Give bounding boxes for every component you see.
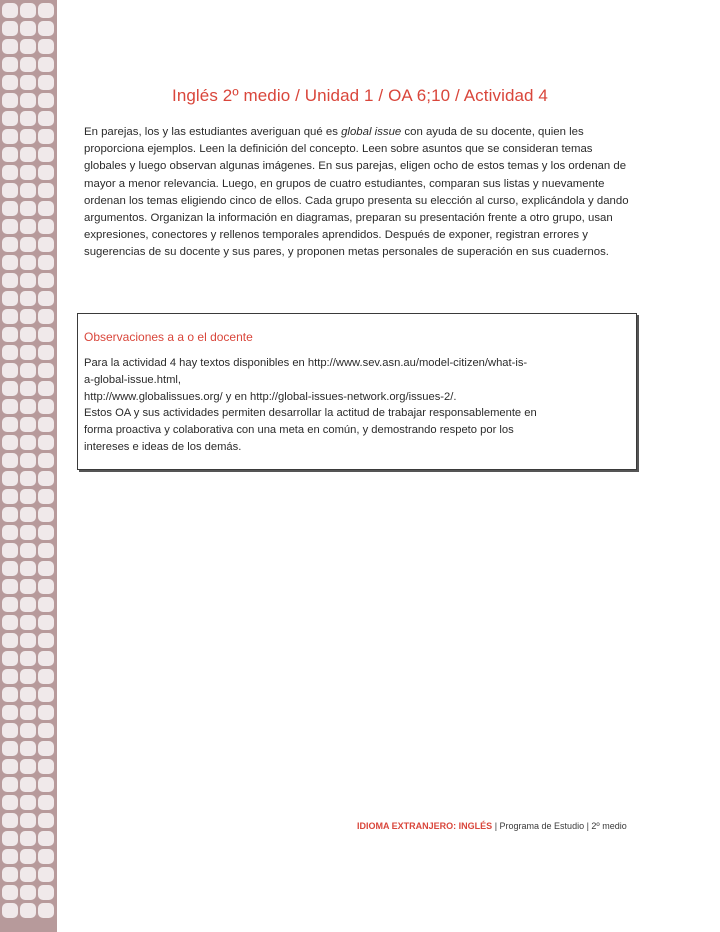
activity-text-part2: con ayuda de su docente, quien les proporciona ejemplos. Leen la definición del concepto. Leen sobre asuntos que se consideran temas globales y luego observan algunas imágenes. En sus parejas, eligen ocho de estos temas y los ordenan de mayor a menor relevancia. Luego, en grupos de cuatro estudiantes, comparan sus listas y nuevamente ordenan los temas eligiendo cinco de ellos. Cada grupo presenta su elección al curso, explicándola y dando argumentos. Organizan la información en diagramas, preparan su presentación frente a otro grupo, usan expresiones, conectores y rellenos temporales aprendidos. Después de exponer, registran errores y sugerencias de su docente y sus pares, y proponen metas personales de superación en sus cuadernos. (84, 126, 629, 259)
strip-cell (38, 219, 54, 234)
strip-cell (2, 669, 18, 684)
strip-cell (20, 183, 36, 198)
strip-cell (2, 3, 18, 18)
strip-cell (20, 579, 36, 594)
strip-cell (38, 147, 54, 162)
strip-cell (2, 201, 18, 216)
strip-cell (20, 3, 36, 18)
strip-cell (20, 327, 36, 342)
strip-cell (2, 453, 18, 468)
strip-cell (2, 831, 18, 846)
strip-cell (2, 561, 18, 576)
strip-cell (2, 255, 18, 270)
strip-cell (38, 507, 54, 522)
page-footer (357, 821, 627, 831)
page-title: Inglés 2º medio / Unidad 1 / OA 6;10 / Actividad 4 (172, 86, 548, 105)
strip-cell (20, 759, 36, 774)
strip-cell (20, 39, 36, 54)
strip-cell (2, 867, 18, 882)
strip-cell (20, 93, 36, 108)
strip-cell (38, 165, 54, 180)
activity-text-part1: En parejas, los y las estudiantes averiguan qué es (84, 126, 342, 138)
strip-cell (2, 723, 18, 738)
strip-cell (38, 615, 54, 630)
strip-cell (20, 489, 36, 504)
strip-cell (20, 345, 36, 360)
strip-cell (20, 615, 36, 630)
strip-cell (20, 831, 36, 846)
activity-emphasis: global issue (341, 126, 402, 138)
strip-cell (38, 129, 54, 144)
strip-cell (20, 849, 36, 864)
strip-cell (20, 687, 36, 702)
strip-cell (38, 417, 54, 432)
strip-cell (38, 651, 54, 666)
strip-cell (2, 579, 18, 594)
footer-program: Programa de Estudio (499, 821, 585, 831)
strip-cell (38, 3, 54, 18)
strip-cell (2, 57, 18, 72)
strip-cell (38, 831, 54, 846)
strip-cell (20, 417, 36, 432)
strip-cell (38, 543, 54, 558)
strip-cell (2, 705, 18, 720)
footer-subject: IDIOMA EXTRANJERO: INGLÉS (357, 821, 493, 831)
strip-cell (2, 471, 18, 486)
strip-cell (2, 363, 18, 378)
strip-cell (20, 543, 36, 558)
strip-cell (38, 291, 54, 306)
strip-cell (2, 147, 18, 162)
strip-cell (20, 669, 36, 684)
strip-cell (38, 327, 54, 342)
strip-cell (38, 759, 54, 774)
strip-cell (20, 309, 36, 324)
observations-body (84, 355, 624, 456)
footer-separator: | (492, 821, 500, 831)
strip-cell (38, 453, 54, 468)
strip-cell (38, 777, 54, 792)
strip-cell (2, 309, 18, 324)
decorative-side-strip (0, 0, 57, 932)
strip-cell (20, 273, 36, 288)
strip-cell (2, 291, 18, 306)
strip-cell (38, 597, 54, 612)
strip-cell (2, 633, 18, 648)
strip-cell (2, 597, 18, 612)
footer-grade: 2º medio (591, 821, 627, 831)
strip-cell (20, 435, 36, 450)
strip-cell (2, 507, 18, 522)
strip-cell (20, 399, 36, 414)
strip-cell (2, 777, 18, 792)
strip-cell (38, 273, 54, 288)
footer-separator: | (584, 821, 592, 831)
strip-cell (20, 597, 36, 612)
strip-cell (20, 453, 36, 468)
strip-cell (20, 633, 36, 648)
strip-cell (2, 327, 18, 342)
strip-cell (38, 849, 54, 864)
strip-cell (2, 525, 18, 540)
strip-cell (2, 885, 18, 900)
strip-cell (38, 93, 54, 108)
observations-line: Para la actividad 4 hay textos disponibles en http://www.sev.asn.au/model-citizen/what-is- (84, 357, 528, 369)
strip-cell (20, 219, 36, 234)
strip-cell (2, 165, 18, 180)
strip-cell (20, 885, 36, 900)
observations-title: Observaciones a a o el docente (84, 330, 253, 344)
strip-cell (38, 885, 54, 900)
strip-cell (38, 867, 54, 882)
observations-line: a-global-issue.html, (84, 373, 182, 386)
strip-cell (2, 75, 18, 90)
observations-line: Estos OA y sus actividades permiten desarrollar la actitud de trabajar responsablemente en (84, 407, 537, 420)
strip-cell (38, 813, 54, 828)
strip-cell (2, 543, 18, 558)
strip-cell (20, 291, 36, 306)
strip-cell (20, 363, 36, 378)
strip-cell (38, 435, 54, 450)
strip-cell (2, 813, 18, 828)
strip-cell (2, 111, 18, 126)
strip-cell (38, 525, 54, 540)
strip-cell (38, 723, 54, 738)
strip-cell (2, 39, 18, 54)
strip-cell (38, 381, 54, 396)
strip-cell (20, 723, 36, 738)
strip-cell (20, 165, 36, 180)
strip-cell (2, 651, 18, 666)
observations-line: forma proactiva y colaborativa con una meta en común, y demostrando respeto por los (84, 424, 514, 437)
strip-cell (2, 489, 18, 504)
strip-cell (38, 255, 54, 270)
strip-cell (38, 669, 54, 684)
strip-cell (2, 129, 18, 144)
strip-cell (20, 111, 36, 126)
strip-cell (20, 903, 36, 918)
strip-cell (38, 111, 54, 126)
strip-cell (20, 741, 36, 756)
strip-cell (2, 381, 18, 396)
strip-cell (20, 381, 36, 396)
strip-cell (38, 633, 54, 648)
strip-cell (38, 705, 54, 720)
observations-box (77, 313, 637, 470)
strip-cell (2, 795, 18, 810)
strip-cell (20, 75, 36, 90)
strip-cell (38, 201, 54, 216)
strip-cell (38, 579, 54, 594)
strip-pattern (2, 3, 54, 918)
strip-cell (20, 129, 36, 144)
strip-cell (20, 795, 36, 810)
strip-cell (20, 507, 36, 522)
strip-cell (20, 705, 36, 720)
strip-cell (20, 237, 36, 252)
strip-cell (20, 147, 36, 162)
strip-cell (20, 57, 36, 72)
observations-line: http://www.globalissues.org/ y en http://global-issues-network.org/issues-2/. (84, 390, 457, 403)
strip-cell (38, 345, 54, 360)
strip-cell (2, 849, 18, 864)
strip-cell (38, 57, 54, 72)
strip-cell (2, 615, 18, 630)
strip-cell (20, 21, 36, 36)
strip-cell (38, 489, 54, 504)
strip-cell (38, 75, 54, 90)
strip-cell (38, 363, 54, 378)
strip-cell (2, 219, 18, 234)
strip-cell (38, 39, 54, 54)
strip-cell (2, 273, 18, 288)
observations-line: intereses e ideas de los demás. (84, 440, 242, 453)
strip-cell (2, 237, 18, 252)
strip-cell (38, 309, 54, 324)
strip-cell (20, 813, 36, 828)
strip-cell (20, 201, 36, 216)
strip-cell (2, 417, 18, 432)
strip-cell (2, 435, 18, 450)
strip-cell (20, 525, 36, 540)
strip-cell (20, 255, 36, 270)
strip-cell (38, 561, 54, 576)
strip-cell (20, 777, 36, 792)
strip-cell (20, 867, 36, 882)
strip-cell (38, 471, 54, 486)
strip-cell (2, 903, 18, 918)
strip-cell (2, 345, 18, 360)
strip-cell (38, 795, 54, 810)
strip-cell (2, 183, 18, 198)
strip-cell (20, 561, 36, 576)
strip-cell (2, 21, 18, 36)
strip-cell (2, 399, 18, 414)
strip-cell (38, 21, 54, 36)
strip-cell (2, 741, 18, 756)
strip-cell (2, 759, 18, 774)
strip-cell (38, 687, 54, 702)
activity-description (84, 124, 629, 262)
strip-cell (20, 471, 36, 486)
strip-cell (2, 687, 18, 702)
strip-cell (2, 93, 18, 108)
strip-cell (38, 237, 54, 252)
strip-cell (20, 651, 36, 666)
strip-cell (38, 903, 54, 918)
strip-cell (38, 183, 54, 198)
strip-cell (38, 399, 54, 414)
strip-cell (38, 741, 54, 756)
